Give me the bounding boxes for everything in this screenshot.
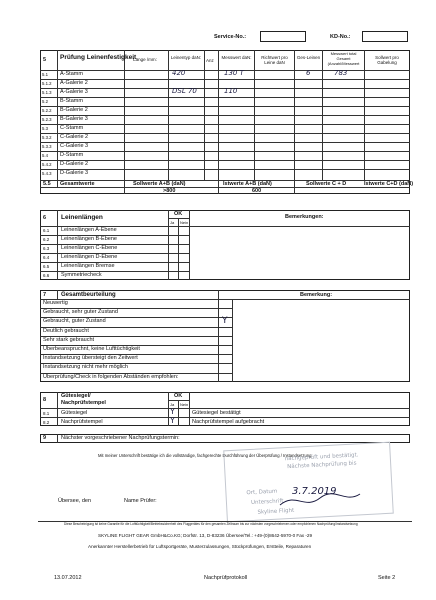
col-messwert: Messwert daN: xyxy=(221,55,252,60)
stamp-line-4: Unterschrift xyxy=(250,498,284,507)
section-8-ja: Ja xyxy=(170,402,175,407)
col-sollwert: Sollwert pro Gabelung xyxy=(375,55,399,65)
service-no-field[interactable] xyxy=(260,31,306,42)
section-8-num: 8 xyxy=(43,397,47,403)
row-label: D-Galerie 2 xyxy=(60,161,89,167)
section-8-ok: OK xyxy=(174,393,183,399)
row-label: B-Galerie 2 xyxy=(60,107,88,113)
row-num: 5.2 xyxy=(42,99,48,104)
section-6-ja: Ja xyxy=(170,220,175,225)
section-7-remark: Bemerkung: xyxy=(300,292,333,298)
kd-no-label: KD-No.: xyxy=(330,34,351,40)
footer-disclaimer: Diese Bescheinigung ist keine Garantie für die Lufttüchtigkeit/Betriebssicherheit des Fluggerätes für den gesamten Zeitraum bis zur nächsten vorgeschriebenen oder empfohlenen Nachprüfung/Instandsetzung xyxy=(64,522,358,526)
assessment-option: Instandsetzung nicht mehr möglich xyxy=(43,364,128,371)
assessment-option: Instandsetzung übersteigt den Zeitwert xyxy=(43,355,138,362)
stamp-line-1: nachgeprüft und bestätigt. xyxy=(284,452,359,463)
row-num: 5.2.2 xyxy=(42,108,52,113)
row-label: D-Stamm xyxy=(60,152,84,158)
section-6-nein: Nein xyxy=(180,220,189,225)
assessment-option: Überprüfung/Check in folgenden Abständen empfohlen: xyxy=(43,373,179,380)
row-label: D-Galerie 3 xyxy=(60,170,89,176)
section-5-num: 5 xyxy=(43,57,47,63)
row-label: C-Stamm xyxy=(60,125,84,131)
section-9-label: Nächster vorgeschriebener Nachprüfungstermin: xyxy=(61,435,180,441)
col-richtwert: Richtwert pro Leine daN xyxy=(261,55,288,65)
col-ges-messwert: Messwert total Gesamt (Anzahl/Messwert xyxy=(327,51,360,66)
stamp-line-2: Nächste Nachprüfung bis xyxy=(287,460,357,471)
row-num: 6.1 xyxy=(43,228,50,233)
messwert-value[interactable]: 130 T xyxy=(224,69,244,77)
assessment-option: Gebraucht, guter Zustand xyxy=(43,318,106,325)
footer-company: SKYLINE FLIGHT GEAR GmbH&Co.KG; Dorfstr. 13, D-83236 Übersee/Tel.: +49-(0)8642-5970-0 Fax -29 xyxy=(98,533,312,538)
stamp-line-3: Ort, Datum xyxy=(246,488,278,497)
col-anz: Anz xyxy=(206,58,214,63)
row-label: A-Stamm xyxy=(60,71,83,77)
row-label: Leinenlängen A-Ebene xyxy=(61,227,117,233)
row-8-2-num: 8.2 xyxy=(43,420,50,425)
row-num: 6.2 xyxy=(43,237,50,242)
section-7-title: Gesamtbeurteilung xyxy=(61,292,116,298)
section-6-num: 6 xyxy=(43,215,47,221)
totals-num: 5.5 xyxy=(43,181,51,187)
signature-date: 3.7.2019 xyxy=(292,486,337,497)
soll-cd-value: 600 xyxy=(252,188,262,194)
soll-ab-value: >800 xyxy=(163,188,176,194)
row-num: 5.1.3 xyxy=(42,90,52,95)
check-mark-gut: Y xyxy=(222,316,228,326)
footer-approval: Anerkannter Herstellerbetrieb für Luftsportgeräte, Musterzulassungen, Stückprüfungen, Erstteile, Reparaturen xyxy=(88,544,312,549)
row-label: B-Stamm xyxy=(60,98,83,104)
row-num: 5.4.3 xyxy=(42,171,52,176)
col-ges-leinen: Ges-Leinen xyxy=(296,55,321,60)
totals-label: Gesamtwerte xyxy=(60,181,95,187)
footer-page: Seite 2 xyxy=(378,575,396,581)
assessment-option: Deutlich gebraucht xyxy=(43,327,89,334)
section-6-title: Leinenlängen xyxy=(61,214,103,221)
row-label: Leinenlängen Bremse xyxy=(61,263,115,269)
row-num: 5.3 xyxy=(42,126,48,131)
row-label: Leinenlängen C-Ebene xyxy=(61,245,118,251)
row-8-2-label: Nachprüfstempel xyxy=(61,419,103,425)
row-num: 5.3.3 xyxy=(42,144,52,149)
row-label: B-Galerie 3 xyxy=(60,116,88,122)
row-num: 6.6 xyxy=(43,273,50,278)
row-label: A-Galerie 3 xyxy=(60,89,88,95)
row-label: C-Galerie 2 xyxy=(60,134,89,140)
leinentyp-value[interactable]: DSL 70 xyxy=(172,87,197,95)
section-5-title: Prüfung Leinenfestigkeit xyxy=(60,54,137,61)
row-label: A-Galerie 2 xyxy=(60,80,88,86)
col-laenge: Länge /mm: xyxy=(133,57,157,62)
soll-ab-label: Sollwerte A+B (daN) xyxy=(133,181,186,187)
row-num: 6.4 xyxy=(43,255,50,260)
row-num: 6.3 xyxy=(43,246,50,251)
row-num: 5.4 xyxy=(42,153,48,158)
row-label: Leinenlängen B-Ebene xyxy=(61,236,117,242)
handwritten-signature-icon xyxy=(275,490,365,512)
section-6-remarks: Bemerkungen: xyxy=(285,214,324,220)
section-6-ok: OK xyxy=(174,211,183,217)
section-8-nein: Nein xyxy=(180,402,189,407)
row-num: 5.1.2 xyxy=(42,81,52,86)
row-8-2-note: Nachprüfstempel aufgebracht xyxy=(192,419,265,425)
section-8-title: Gütesiegel/ Nachprüfstempel xyxy=(61,393,106,406)
leinentyp-value[interactable]: 420 xyxy=(172,69,186,77)
service-no-label: Service-No.: xyxy=(214,34,247,40)
assessment-option: Überbeanspruchnt, keine Lufttüchtigkeit xyxy=(43,346,140,352)
check-mark-8-2: Y xyxy=(170,416,175,425)
row-num: 5.3.2 xyxy=(42,135,52,140)
messwert-value[interactable]: 110 xyxy=(224,87,238,95)
footer-date: 13.07.2012 xyxy=(54,575,82,581)
assessment-option: Gebraucht, sehr guter Zustand xyxy=(43,309,118,316)
row-label: C-Galerie 3 xyxy=(60,143,89,149)
row-label: Leinenlängen D-Ebene xyxy=(61,254,118,260)
section-7-num: 7 xyxy=(43,292,47,298)
col-leinentyp: Leinentyp daN: xyxy=(170,55,202,60)
row-8-1-num: 8.1 xyxy=(43,411,50,416)
row-num: 5.4.2 xyxy=(42,162,52,167)
stamp-line-5: Skyline Flight xyxy=(257,507,295,516)
row-8-1-label: Gütesiegel xyxy=(61,410,88,416)
assessment-option: Sehr stark gebraucht xyxy=(43,336,95,343)
footer-doc-name: Nachprüfprotokoll xyxy=(204,575,248,581)
row-label: Symmetriecheck xyxy=(61,272,102,278)
assessment-option: Neuwertig xyxy=(43,300,68,306)
ges-leinen-value[interactable]: 6 xyxy=(306,69,311,77)
row-8-1-note: Gütesiegel bestätigt xyxy=(192,410,241,416)
ist-ab-label: Istwerte A+B (daN) xyxy=(223,181,272,187)
ges-messwert-value[interactable]: 783 xyxy=(334,69,348,77)
row-num: 5.2.3 xyxy=(42,117,52,122)
signature-statement: Mit meiner Unterschrift bestätige ich die vollständige, fachgerechte Durchführung der Überprüfung / Instandsetzung. xyxy=(98,453,313,458)
check-mark-8-1: Y xyxy=(170,407,175,416)
section-9-num: 9 xyxy=(43,435,47,441)
pruefer-name-label: Name Prüfer: xyxy=(124,498,157,504)
soll-cd-label: Sollwerte C + D xyxy=(306,181,347,187)
ist-cd-label: Istwerte C+D (daN) xyxy=(364,181,414,187)
uebersee-label: Übersee, den xyxy=(58,498,92,504)
row-num: 6.5 xyxy=(43,264,50,269)
kd-no-field[interactable] xyxy=(362,31,408,42)
row-num: 5.1 xyxy=(42,72,48,77)
